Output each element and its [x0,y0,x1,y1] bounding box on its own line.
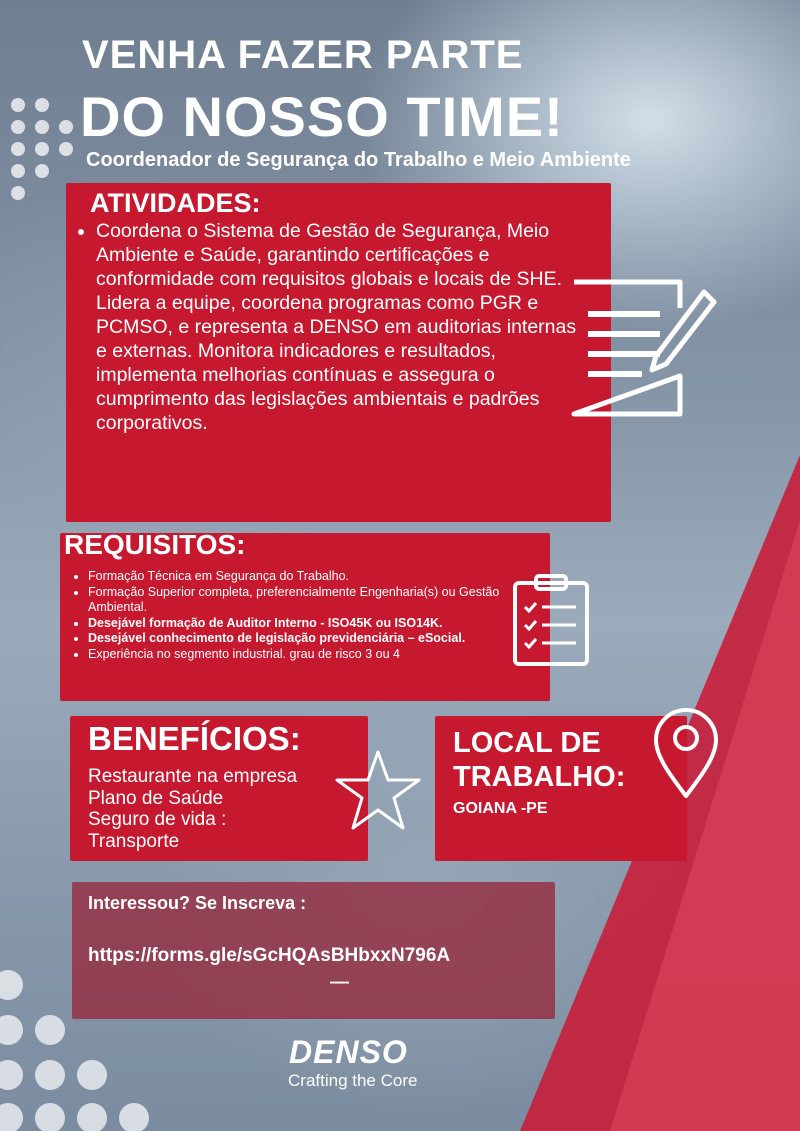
headline-line1: VENHA FAZER PARTE [82,33,524,77]
apply-link[interactable]: https://forms.gle/sGcHQAsBHbxxN796A [88,945,451,966]
benefit-item: Plano de Saúde [88,787,224,809]
location-title-line2: TRABALHO: [453,761,626,793]
activities-body [78,219,578,435]
benefit-item: Seguro de vida : [88,809,227,830]
benefits-list [88,766,297,852]
clipboard-checklist-icon [512,573,590,667]
activities-text: • Coordena o Sistema de Gestão de Segurança, Meio Ambiente e Saúde, garantindo certificações e conformidade com requisitos globais e locais de SHE. Lidera a equipe, coordena programas como PGR e PCMSO, e representa a DENSO em auditorias internas e externas. Monitora indicadores e resultados, implementa melhorias contínuas e assegura o cumprimento das legislações ambientais e padrões corporativos. [96,219,578,435]
location-title-line1: LOCAL DE [453,727,601,759]
benefit-item: Restaurante na empresa [88,766,298,787]
brand-tagline: Crafting the Core [288,1071,418,1090]
apply-question: Interessou? Se Inscreva : [88,893,307,913]
requirement-item: • Formação Superior completa, preferencialmente Engenharia(s) ou Gestão Ambiental. [88,585,520,616]
location-pin-icon [652,706,720,800]
activities-title: ATIVIDADES: [90,188,261,218]
location-city: GOIANA -PE [453,800,548,817]
document-pen-icon [568,278,720,420]
headline-line2: DO NOSSO TIME! [80,85,564,148]
benefits-title: BENEFÍCIOS: [88,720,301,757]
denso-logo: DENSO [289,1034,408,1070]
requirement-item: • Desejável formação de Auditor Interno - ISO45K ou ISO14K. [88,616,520,632]
benefit-item: Transporte [88,830,180,852]
requirement-item: • Experiência no segmento industrial. grau de risco 3 ou 4 [88,647,520,663]
location-title [453,726,625,794]
dot-pattern-top [11,98,73,200]
requirements-list [70,569,520,662]
star-icon [333,748,423,832]
job-title: Coordenador de Segurança do Trabalho e Meio Ambiente [86,149,631,171]
requirement-item: • Formação Técnica em Segurança do Trabalho. [88,569,520,585]
requirement-item: • Desejável conhecimento de legislação previdenciária – eSocial. [88,631,520,647]
apply-dash: — [330,972,349,993]
requirements-title: REQUISITOS: [64,529,246,560]
